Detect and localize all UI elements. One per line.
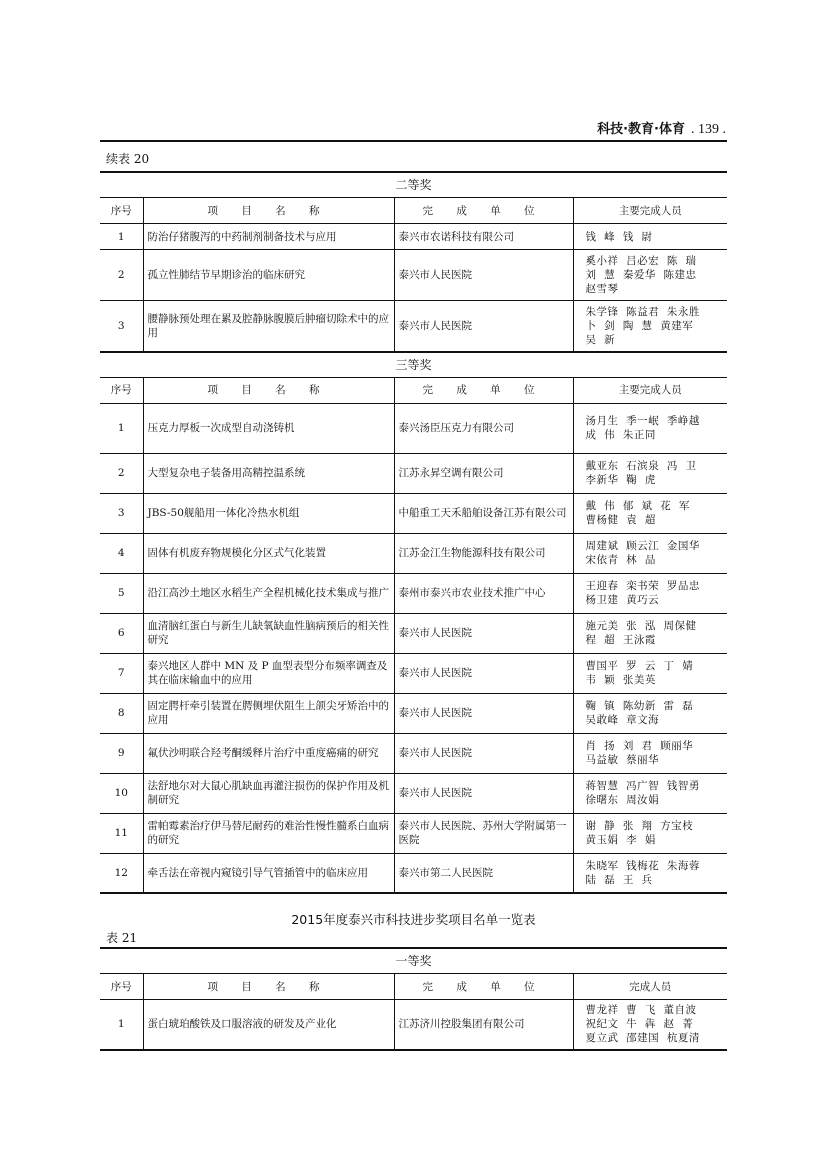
table-row xyxy=(100,1000,727,1050)
people-line: 钱 峰 钱 尉 xyxy=(585,230,653,243)
table-row xyxy=(100,224,727,250)
table-row xyxy=(100,453,727,493)
people-line: 马益敏 蔡丽华 xyxy=(585,754,660,766)
project-name: 孤立性肺结节早期诊治的临床研究 xyxy=(143,250,394,301)
people-line: 施元美 张 泓 周保健 xyxy=(585,620,697,632)
people-line: 王迎春 栾书荣 罗品忠 xyxy=(585,580,700,592)
column-header: 完成人员 xyxy=(573,974,727,1000)
table-row xyxy=(100,301,727,352)
column-header: 项 目 名 称 xyxy=(143,377,394,403)
project-name: 雷帕霉素治疗伊马替尼耐药的难治性慢性髓系白血病的研究 xyxy=(143,813,394,853)
header-row xyxy=(100,377,727,403)
completing-unit: 泰州市泰兴市农业技术推广中心 xyxy=(394,573,573,613)
project-name: JBS-50舰船用一体化冷热水机组 xyxy=(143,493,394,533)
project-name: 压克力厚板一次成型自动浇铸机 xyxy=(143,403,394,453)
people-line: 戴 伟 郁 斌 花 军 xyxy=(585,500,690,512)
people-line: 李新华 鞠 虎 xyxy=(585,474,656,486)
column-header: 序号 xyxy=(100,974,143,1000)
people-line: 卜 剑 陶 慧 黄建军 xyxy=(585,319,694,332)
people-line: 徐曙东 周汝娟 xyxy=(585,794,660,806)
people-line: 陆 磊 王 兵 xyxy=(585,873,653,886)
people-line: 汤月生 季一岷 季峥越 xyxy=(585,415,700,427)
people-line: 朱学锋 陈益君 朱永胜 xyxy=(585,305,700,318)
column-header: 项 目 名 称 xyxy=(143,974,394,1000)
row-number: 6 xyxy=(100,613,143,653)
table-20 xyxy=(100,171,727,894)
award-row xyxy=(100,172,727,198)
table-20-label: 续表 20 xyxy=(106,152,150,166)
completing-unit: 泰兴汤臣压克力有限公司 xyxy=(394,403,573,453)
row-number: 4 xyxy=(100,533,143,573)
people-line: 宋依青 林 品 xyxy=(585,554,656,566)
people-line: 朱晓军 钱梅花 朱海蓉 xyxy=(585,859,700,872)
table-row xyxy=(100,733,727,773)
row-number: 3 xyxy=(100,493,143,533)
people-line: 杨卫建 黄巧云 xyxy=(585,594,660,606)
project-name: 氟伏沙明联合羟考酮缓释片治疗中重度癌痛的研究 xyxy=(143,733,394,773)
row-number: 7 xyxy=(100,653,143,693)
people-line: 刘 慧 秦爱华 陈建忠 xyxy=(585,269,697,281)
people-line: 韦 颖 张美英 xyxy=(585,674,656,686)
table-21 xyxy=(100,947,727,1051)
completing-unit: 江苏永昇空调有限公司 xyxy=(394,453,573,493)
project-name: 固定腭杆牵引装置在腭侧埋伏阻生上颌尖牙矫治中的应用 xyxy=(143,693,394,733)
column-header: 完 成 单 位 xyxy=(394,198,573,224)
page-number-wrap: . 139 . xyxy=(691,122,726,137)
people-line: 曹龙祥 曹 飞 董自波 xyxy=(585,1004,697,1017)
people-cell xyxy=(573,573,727,613)
project-name: 血清脑红蛋白与新生儿缺氧缺血性脑病预后的相关性研究 xyxy=(143,613,394,653)
project-name: 大型复杂电子装备用高精控温系统 xyxy=(143,453,394,493)
people-line: 夏立武 邵建国 杭夏清 xyxy=(585,1032,700,1045)
people-line: 谢 静 张 翔 方宝枝 xyxy=(585,820,694,832)
section-title: 科技·教育·体育 xyxy=(597,122,685,137)
table-row xyxy=(100,773,727,813)
people-line: 祝纪文 牛 犇 赵 菁 xyxy=(585,1018,694,1031)
table-row xyxy=(100,403,727,453)
completing-unit: 泰兴市人民医院 xyxy=(394,733,573,773)
project-name: 防治仔猪腹泻的中药制剂制备技术与应用 xyxy=(143,224,394,250)
row-number: 1 xyxy=(100,403,143,453)
project-name: 法舒地尔对大鼠心肌缺血再灌注损伤的保护作用及机制研究 xyxy=(143,773,394,813)
column-header: 序号 xyxy=(100,377,143,403)
table-row xyxy=(100,573,727,613)
people-line: 程 超 王泳霞 xyxy=(585,634,656,646)
row-number: 11 xyxy=(100,813,143,853)
completing-unit: 泰兴市人民医院 xyxy=(394,613,573,653)
row-number: 12 xyxy=(100,853,143,893)
row-number: 1 xyxy=(100,1000,143,1050)
people-line: 肖 扬 刘 君 顾丽华 xyxy=(585,740,694,752)
completing-unit: 泰兴市人民医院 xyxy=(394,693,573,733)
column-header: 项 目 名 称 xyxy=(143,198,394,224)
award-level: 二等奖 xyxy=(100,172,727,198)
people-cell xyxy=(573,301,727,352)
row-number: 8 xyxy=(100,693,143,733)
award-row xyxy=(100,352,727,378)
people-line: 吴敢峰 章文海 xyxy=(585,714,660,726)
people-line: 戴亚东 石滨泉 冯 卫 xyxy=(585,460,697,472)
people-cell xyxy=(573,733,727,773)
project-name: 固体有机废弃物规模化分区式气化装置 xyxy=(143,533,394,573)
table-21-label: 表 21 xyxy=(106,931,138,945)
people-line: 蒋智慧 冯广智 钱智勇 xyxy=(585,780,700,792)
people-cell xyxy=(573,853,727,893)
people-cell xyxy=(573,813,727,853)
people-cell xyxy=(573,403,727,453)
table-row xyxy=(100,250,727,301)
people-line: 吴 新 xyxy=(585,333,616,346)
row-number: 9 xyxy=(100,733,143,773)
people-line: 周建斌 顾云江 金国华 xyxy=(585,540,700,552)
column-header: 序号 xyxy=(100,198,143,224)
completing-unit: 江苏金江生物能源科技有限公司 xyxy=(394,533,573,573)
completing-unit: 江苏济川控股集团有限公司 xyxy=(394,1000,573,1050)
completing-unit: 泰兴市第二人民医院 xyxy=(394,853,573,893)
row-number: 10 xyxy=(100,773,143,813)
people-cell xyxy=(573,453,727,493)
row-number: 5 xyxy=(100,573,143,613)
completing-unit: 泰兴市人民医院 xyxy=(394,250,573,301)
table-row xyxy=(100,653,727,693)
people-cell xyxy=(573,1000,727,1050)
people-cell xyxy=(573,693,727,733)
people-cell xyxy=(573,493,727,533)
people-cell xyxy=(573,773,727,813)
people-cell xyxy=(573,250,727,301)
people-line: 曹杨健 袁 超 xyxy=(585,514,656,526)
award-level: 三等奖 xyxy=(100,352,727,378)
completing-unit: 泰兴市人民医院 xyxy=(394,301,573,352)
header-rule xyxy=(100,140,727,142)
award-level: 一等奖 xyxy=(100,948,727,974)
people-line: 成 伟 朱正同 xyxy=(585,429,656,441)
completing-unit: 泰兴市人民医院、苏州大学附属第一医院 xyxy=(394,813,573,853)
project-name: 蛋白琥珀酸铁及口服溶液的研发及产业化 xyxy=(143,1000,394,1050)
project-name: 沿江高沙土地区水稻生产全程机械化技术集成与推广 xyxy=(143,573,394,613)
people-line: 曹国平 罗 云 丁 婧 xyxy=(585,660,694,672)
people-line: 赵雪琴 xyxy=(585,283,619,295)
table-row xyxy=(100,853,727,893)
column-header: 完 成 单 位 xyxy=(394,377,573,403)
people-cell xyxy=(573,653,727,693)
completing-unit: 中船重工天禾船舶设备江苏有限公司 xyxy=(394,493,573,533)
column-header: 完 成 单 位 xyxy=(394,974,573,1000)
award-row xyxy=(100,948,727,974)
running-header xyxy=(597,118,726,138)
people-line: 奚小祥 吕必宏 陈 瑞 xyxy=(585,255,697,267)
row-number: 2 xyxy=(100,453,143,493)
people-line: 鞠 镇 陈幼新 雷 磊 xyxy=(585,700,694,712)
table-21-title: 2015年度泰兴市科技进步奖项目名单一览表 xyxy=(291,912,536,927)
project-name: 腰静脉预处理在累及腔静脉腹膜后肿瘤切除术中的应用 xyxy=(143,301,394,352)
column-header: 主要完成人员 xyxy=(573,377,727,403)
project-name: 泰兴地区人群中 MN 及 P 血型表型分布频率调查及其在临床输血中的应用 xyxy=(143,653,394,693)
people-cell xyxy=(573,533,727,573)
page-number: 139 xyxy=(698,122,719,137)
row-number: 3 xyxy=(100,301,143,352)
table-row xyxy=(100,813,727,853)
row-number: 1 xyxy=(100,224,143,250)
table-row xyxy=(100,613,727,653)
header-row xyxy=(100,974,727,1000)
table-row xyxy=(100,693,727,733)
completing-unit: 泰兴市人民医院 xyxy=(394,653,573,693)
people-cell xyxy=(573,224,727,250)
row-number: 2 xyxy=(100,250,143,301)
column-header: 主要完成人员 xyxy=(573,198,727,224)
completing-unit: 泰兴市农诺科技有限公司 xyxy=(394,224,573,250)
completing-unit: 泰兴市人民医院 xyxy=(394,773,573,813)
table-row xyxy=(100,493,727,533)
header-row xyxy=(100,198,727,224)
project-name: 牵舌法在帝视内窥镜引导气管插管中的临床应用 xyxy=(143,853,394,893)
people-cell xyxy=(573,613,727,653)
table-row xyxy=(100,533,727,573)
people-line: 黄玉娟 李 娟 xyxy=(585,834,656,846)
